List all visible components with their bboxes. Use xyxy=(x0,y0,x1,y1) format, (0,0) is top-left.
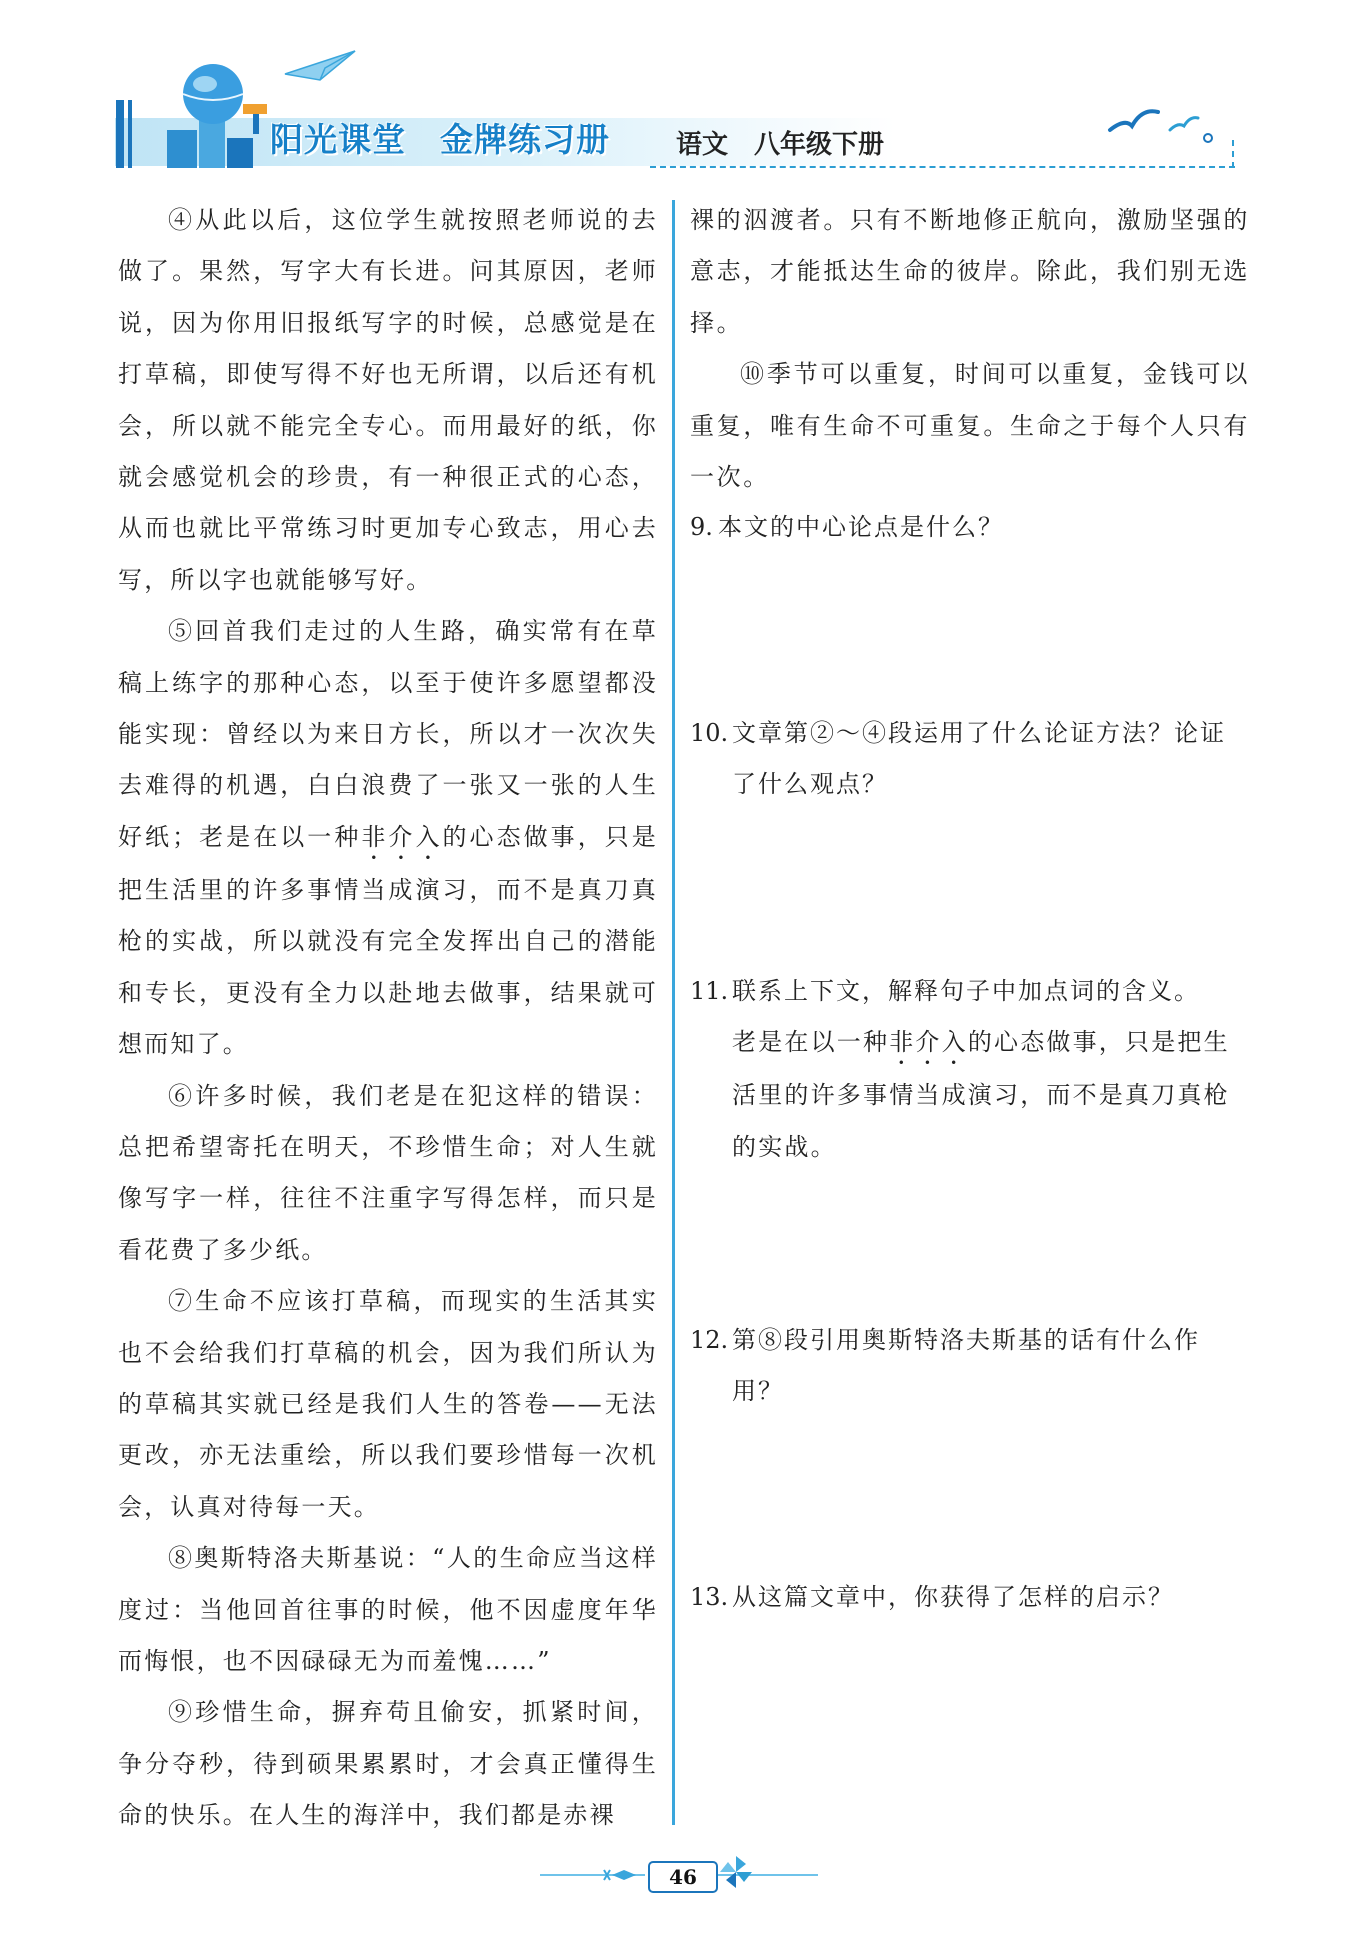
paragraph-5-part1: ⑤回首我们走过的人生路，确实常有在草稿上练字的那种心态，以至于使许多愿望都没能实现：曾经以为来日方长，所以才一次次失去难得的机遇，白白浪费了一张又一张的人生好纸；老是在以一种 xyxy=(118,617,658,851)
left-column xyxy=(118,195,658,1842)
paragraph-10: ⑩季节可以重复，时间可以重复，金钱可以重复，唯有生命不可重复。生命之于每个人只有一次。 xyxy=(690,360,1250,492)
question-12-text: 第⑧段引用奥斯特洛夫斯基的话有什么作用？ xyxy=(732,1326,1200,1406)
quote-part2: 的心态做事，只是把生活里的许多事情当成演习，而不是真刀真枪的实战。 xyxy=(732,1028,1230,1161)
paragraph-8: ⑧奥斯特洛夫斯基说：“人的生命应当这样度过：当他回首往事的时候，他不因虚度年华而悔恨，也不因碌碌无为而羞愧……” xyxy=(118,1544,658,1675)
question-13-number: 13. xyxy=(690,1583,729,1611)
question-12 xyxy=(690,1315,1245,1418)
question-10 xyxy=(690,708,1245,811)
right-column xyxy=(690,195,1250,503)
seagulls-icon xyxy=(1100,100,1230,150)
paragraph-9: ⑨珍惜生命，摒弃苟且偷安，抓紧时间，争分夺秒，待到硕果累累时，才会真正懂得生命的快乐。在人生的海洋中，我们都是赤裸 xyxy=(118,1698,658,1830)
column-divider xyxy=(672,200,675,1825)
star-decoration-icon xyxy=(602,1858,646,1892)
paragraph-9-continued: 裸的泅渡者。只有不断地修正航向，激励坚强的意志，才能抵达生命的彼岸。除此，我们别无选择。 xyxy=(690,206,1250,337)
header-dashed-rule xyxy=(650,166,1235,168)
paragraph-4: ④从此以后，这位学生就按照老师说的去做了。果然，写字大有长进。问其原因，老师说，因为你用旧报纸写字的时候，总感觉是在打草稿，即使写得不好也无所谓，以后还有机会，所以就不能完全专心。而用最好的纸，你就会感觉机会的珍贵，有一种很正式的心态，从而也就比平常练习时更加专心致志，用心去写，所以字也就能够写好。 xyxy=(118,206,658,594)
header-stripe-2 xyxy=(128,100,132,168)
question-10-number: 10. xyxy=(690,719,729,747)
globe-logo-icon xyxy=(165,60,275,168)
question-11 xyxy=(690,966,1245,1173)
page-header xyxy=(0,0,1350,190)
question-9-number: 9. xyxy=(690,513,713,541)
brand-title-part2: 金牌练习册 xyxy=(440,120,610,159)
question-12-number: 12. xyxy=(690,1326,729,1354)
page-footer xyxy=(540,1850,820,1900)
page-number: 46 xyxy=(648,1861,718,1893)
question-9 xyxy=(690,502,1245,553)
paragraph-6: ⑥许多时候，我们老是在犯这样的错误：总把希望寄托在明天，不珍惜生命；对人生就像写字一样，往往不注重字写得怎样，而只是看花费了多少纸。 xyxy=(118,1081,658,1264)
question-11-number: 11. xyxy=(690,977,729,1005)
header-stripe-1 xyxy=(116,100,124,168)
question-10-text: 文章第②～④段运用了什么论证方法？论证了什么观点？ xyxy=(732,719,1226,799)
quote-emphasized-word: 非介入 xyxy=(889,1028,968,1057)
pinwheel-icon xyxy=(716,1852,756,1892)
paper-plane-icon xyxy=(280,46,360,86)
header-dashed-end xyxy=(1232,140,1234,168)
question-13 xyxy=(690,1572,1245,1623)
subject-grade-label: 语文 八年级下册 xyxy=(676,130,885,160)
question-11-quote xyxy=(732,1017,1245,1173)
emphasized-word: 非介入 xyxy=(361,822,443,851)
question-9-text: 本文的中心论点是什么？ xyxy=(718,513,1004,541)
brand-title-part1: 阳光课堂 xyxy=(270,120,406,159)
question-13-text: 从这篇文章中，你获得了怎样的启示？ xyxy=(732,1583,1174,1611)
paragraph-7: ⑦生命不应该打草稿，而现实的生活其实也不会给我们打草稿的机会，因为我们所认为的草稿其实就已经是我们人生的答卷——无法更改，亦无法重绘，所以我们要珍惜每一次机会，认真对待每一天。 xyxy=(118,1287,658,1521)
paragraph-5 xyxy=(118,606,658,1070)
quote-part1: 老是在以一种 xyxy=(732,1028,890,1057)
question-11-text: 联系上下文，解释句子中加点词的含义。 xyxy=(732,977,1200,1005)
paragraph-5-part2: 的心态做事，只是把生活里的许多事情当成演习，而不是真刀真枪的实战，所以就没有完全发挥出自己的潜能和专长，更没有全力以赴地去做事，结果就可想而知了。 xyxy=(118,822,658,1059)
